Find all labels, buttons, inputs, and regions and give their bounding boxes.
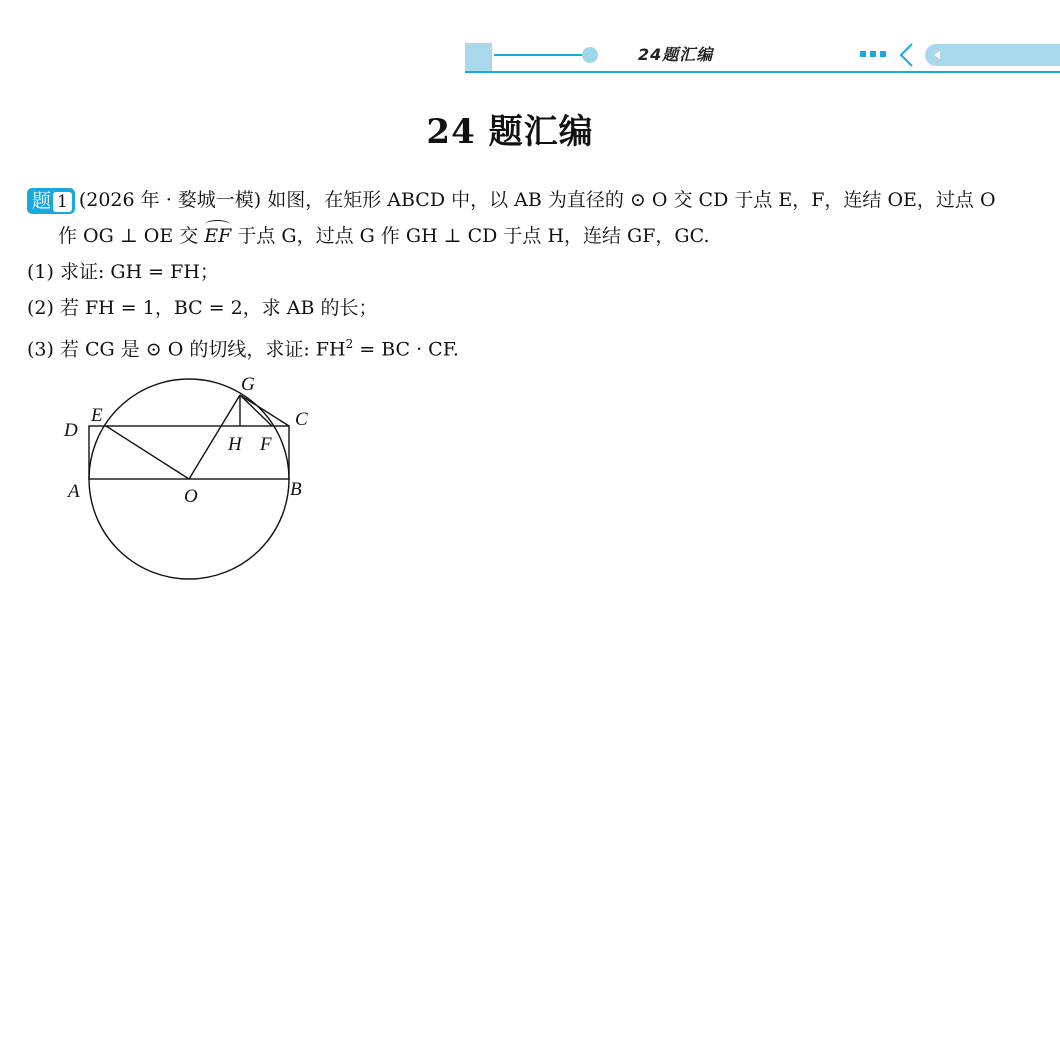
part3-pre: (3) 若 CG 是 ⊙ O 的切线，求证: FH [27, 338, 346, 361]
part3-sup: 2 [345, 337, 354, 351]
header-decor-block [465, 43, 492, 71]
label-e: E [91, 405, 103, 426]
segment-gf [240, 395, 272, 426]
page-title: 24 题汇编 [426, 112, 594, 152]
problem-part-1: (1) 求证: GH = FH； [27, 261, 219, 283]
problem-part-3 [27, 326, 1037, 367]
header-dots-icon [860, 51, 890, 70]
problem-stem-2a: 作 OG ⊥ OE 交 [58, 225, 205, 247]
chevron-left-icon [897, 42, 915, 68]
label-o: O [184, 486, 198, 507]
header-decor-pill [925, 44, 1060, 66]
header-decor-line [494, 54, 586, 56]
problem-stem-1: (2026 年 · 婺城一模) 如图，在矩形 ABCD 中，以 AB 为直径的 ⊙ O 交 CD 于点 E，F，连结 OE，过点 O [78, 189, 996, 211]
label-h: H [228, 434, 242, 455]
header-decor-dot [582, 47, 598, 63]
label-b: B [290, 479, 302, 500]
problem-badge [27, 188, 75, 214]
running-header [0, 0, 1060, 80]
label-c: C [295, 409, 308, 430]
problem-line-2 [27, 218, 1037, 254]
header-rule [465, 71, 1060, 73]
label-a: A [68, 481, 80, 502]
segment-gc [240, 395, 289, 426]
segment-oe [106, 426, 189, 479]
geometry-figure [55, 368, 335, 588]
part3-post: = BC · CF. [353, 338, 459, 361]
problem-line-1 [27, 182, 1037, 218]
badge-number: 1 [53, 192, 72, 212]
running-title: 24题汇编 [638, 45, 714, 64]
problem-part-2: (2) 若 FH = 1，BC = 2，求 AB 的长； [27, 297, 378, 319]
arc-ef: EF [204, 218, 231, 254]
problem-block [27, 182, 1037, 367]
label-f: F [260, 434, 272, 455]
badge-label: 题 [32, 190, 52, 212]
problem-stem-2b: 于点 G，过点 G 作 GH ⊥ CD 于点 H，连结 GF，GC. [231, 225, 710, 247]
geometry-figure-svg [55, 368, 335, 588]
label-d: D [64, 420, 78, 441]
play-left-icon [934, 51, 940, 59]
label-g: G [241, 374, 255, 395]
